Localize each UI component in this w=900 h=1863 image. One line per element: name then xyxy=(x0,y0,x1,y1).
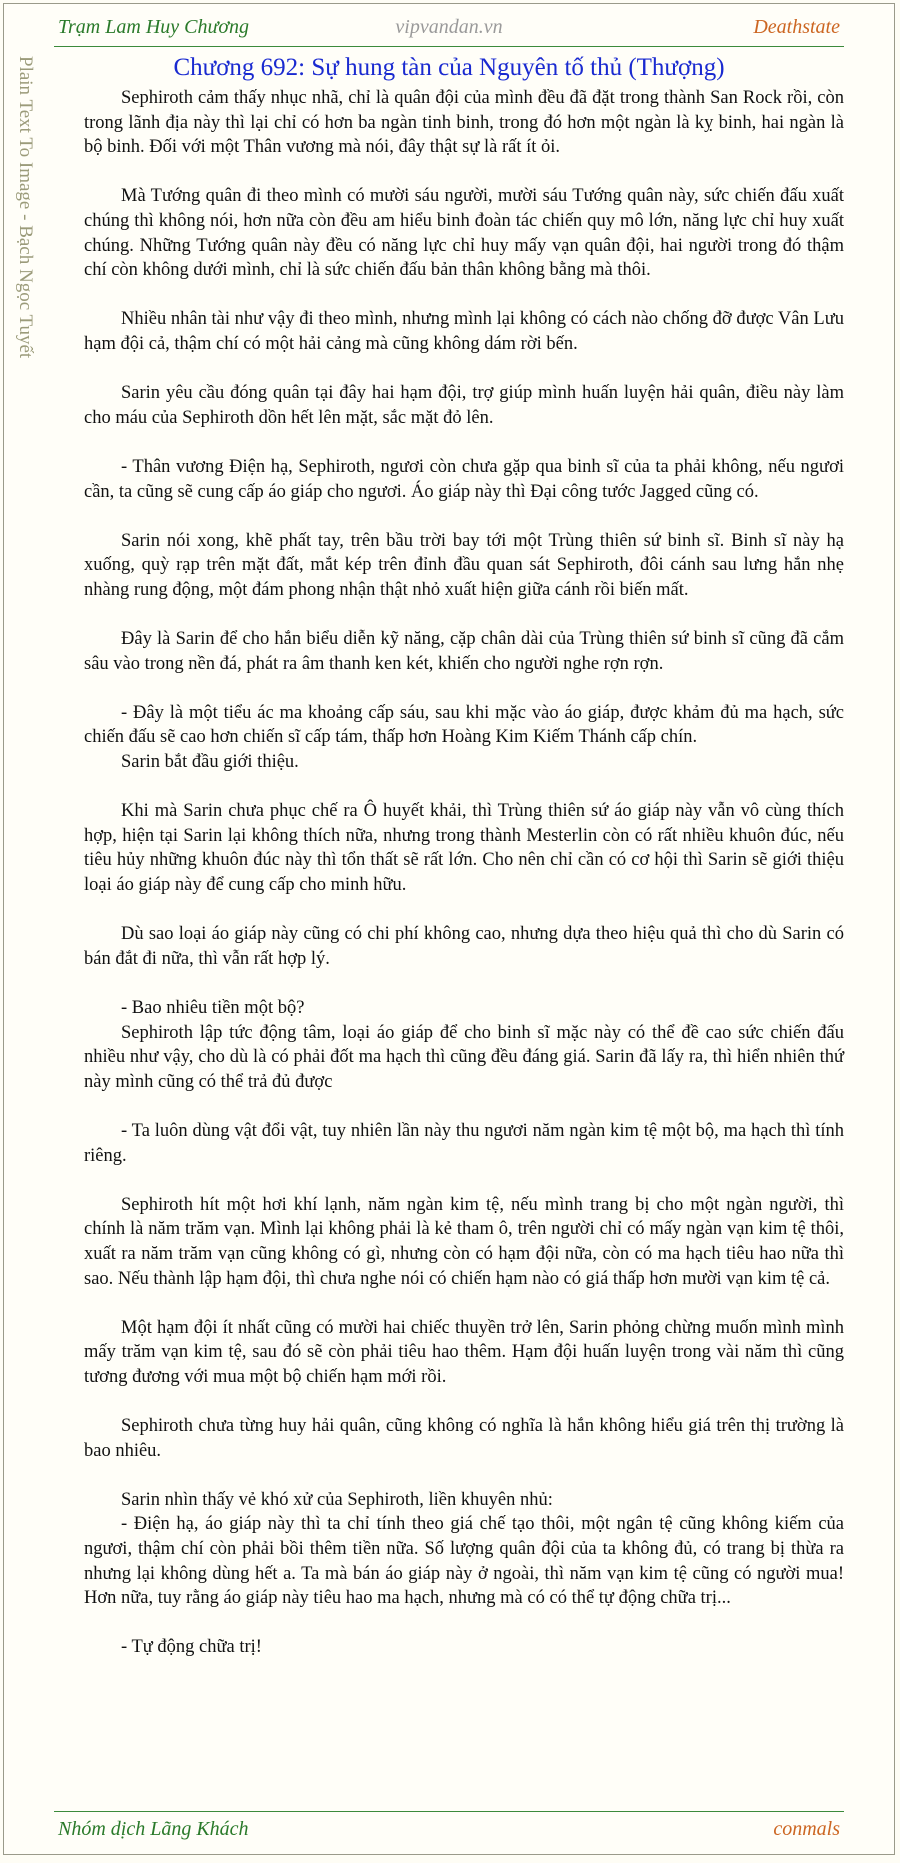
paragraph: - Đây là một tiểu ác ma khoảng cấp sáu, sau khi mặc vào áo giáp, được khảm đủ ma hạch, sức chiến đấu sẽ cao hơn chiến sĩ cấp tám, thấp hơn Hoàng Kim Kiếm Thánh cấp chín. xyxy=(84,702,844,748)
paragraph: Mà Tướng quân đi theo mình có mười sáu người, mười sáu Tướng quân này, sức chiến đấu xuất chúng thì không nói, hơn nữa còn đều am hiểu binh đoàn tác chiến quy mô lớn, năng lực chỉ huy xuất chúng. Những Tướng quân này đều có năng lực chỉ huy mấy vạn quân đội, hai người trong đó thậm chí còn không dưới mình, chỉ là sức chiến đấu bản thân không bằng mà thôi. xyxy=(84,186,844,281)
paragraph: Sarin nói xong, khẽ phất tay, trên bầu trời bay tới một Trùng thiên sứ binh sĩ. Binh sĩ này hạ xuống, quỳ rạp trên mặt đất, mắt kép trên đỉnh đầu quan sát Sephiroth, đôi cánh sau lưng hắn nhẹ nhàng rung động, một đám phong nhận thật nhỏ xuất hiện giữa cánh rồi biến mất. xyxy=(84,530,844,600)
page-footer xyxy=(54,1811,844,1846)
page-header xyxy=(54,12,844,47)
header-right-text: Deathstate xyxy=(753,16,840,38)
chapter-title: Chương 692: Sự hung tàn của Nguyên tố thủ (Thượng) xyxy=(173,54,725,81)
side-watermark: Plain Text To Image - Bạch Ngọc Tuyết xyxy=(15,56,36,359)
paragraph: - Tự động chữa trị! xyxy=(84,1637,262,1658)
chapter-body xyxy=(84,86,844,1685)
footer-translator-group: Nhóm dịch Lãng Khách xyxy=(58,1818,249,1840)
header-left-text: Trạm Lam Huy Chương xyxy=(58,16,250,38)
paragraph: Sephiroth cảm thấy nhục nhã, chỉ là quân đội của mình đều đã đặt trong thành San Rock rồi, còn trong lãnh địa này thì lại chỉ có hơn ba ngàn tinh binh, trong đó hơn một ngàn là kỵ binh, hai ngàn là bộ binh. Đối với một Thân vương mà nói, đây thật sự là rất ít ỏi. xyxy=(84,88,844,158)
paragraph: Sarin bắt đầu giới thiệu. xyxy=(84,752,299,773)
paragraph: Sarin nhìn thấy vẻ khó xử của Sephiroth, liền khuyên nhủ: xyxy=(84,1489,553,1510)
header-site-name: vipvandan.vn xyxy=(395,16,503,38)
page xyxy=(3,3,895,1855)
paragraph: Khi mà Sarin chưa phục chế ra Ô huyết khải, thì Trùng thiên sứ áo giáp này vẫn vô cùng thích hợp, hiện tại Sarin lại không thích nữa, nhưng trong thành Mesterlin còn có rất nhiều khuôn đúc, nếu tiêu hủy những khuôn đúc này thì tổn thất sẽ rất lớn. Cho nên chỉ cần có cơ hội thì Sarin sẽ giới thiệu loại áo giáp này để cung cấp cho minh hữu. xyxy=(84,801,844,895)
paragraph: Nhiều nhân tài như vậy đi theo mình, nhưng mình lại không có cách nào chống đỡ được Vân Lưu hạm đội cả, thậm chí có một hải cảng mà cũng không dám rời bến. xyxy=(84,309,844,354)
paragraph: Sarin yêu cầu đóng quân tại đây hai hạm đội, trợ giúp mình huấn luyện hải quân, điều này làm cho máu của Sephiroth dồn hết lên mặt, sắc mặt đỏ lên. xyxy=(84,383,844,428)
paragraph: Sephiroth lập tức động tâm, loại áo giáp để cho binh sĩ mặc này có thể đề cao sức chiến đấu nhiều như vậy, cho dù là có phải đốt ma hạch thì cũng đều đáng giá. Sarin đã lấy ra, thì hiển nhiên thứ này mình cũng có thể trả đủ được xyxy=(84,1022,844,1092)
paragraph: Sephiroth hít một hơi khí lạnh, năm ngàn kim tệ, nếu mình trang bị cho một ngàn người, thì chính là năm trăm vạn. Mình lại không phải là kẻ tham ô, trên người chỉ có mấy ngàn vạn kim tệ thôi, xuất ra năm trăm vạn cũng không có gì, nhưng còn có hạm đội nữa, còn có ma hạch tiêu hao nữa thì sao. Nếu thành lập hạm đội, thì chưa nghe nói có chiến hạm nào có giá thấp hơn mười vạn kim tệ cả. xyxy=(84,1194,844,1289)
paragraph: - Điện hạ, áo giáp này thì ta chỉ tính theo giá chế tạo thôi, một ngân tệ cũng không kiếm của ngươi, thậm chí còn phải bồi thêm tiền nữa. Số lượng quân đội của ta không đủ, có trang bị thừa ra nhưng lại không dùng hết a. Ta mà bán áo giáp này ở ngoài, thì năm vạn kim tệ cũng có người mua! Hơn nữa, tuy rằng áo giáp này tiêu hao ma hạch, nhưng mà có có thể tự động chữa trị... xyxy=(84,1514,844,1609)
paragraph: - Bao nhiêu tiền một bộ? xyxy=(84,997,305,1018)
paragraph: Một hạm đội ít nhất cũng có mười hai chiếc thuyền trở lên, Sarin phỏng chừng muốn mình mình mấy trăm vạn kim tệ, sau đó sẽ còn phải tiêu hao thêm. Hạm đội huấn luyện trong vài năm thì cũng tương đương với mua một bộ chiến hạm mới rồi. xyxy=(84,1317,844,1387)
paragraph: Đây là Sarin để cho hắn biểu diễn kỹ năng, cặp chân dài của Trùng thiên sứ binh sĩ cũng đã cắm sâu vào trong nền đá, phát ra âm thanh ken két, khiến cho người nghe rợn rợn. xyxy=(84,629,844,674)
paragraph: Sephiroth chưa từng huy hải quân, cũng không có nghĩa là hắn không hiểu giá trên thị trường là bao nhiêu. xyxy=(84,1416,844,1461)
paragraph: Dù sao loại áo giáp này cũng có chi phí không cao, nhưng dựa theo hiệu quả thì cho dù Sarin có bán đắt đi nữa, thì vẫn rất hợp lý. xyxy=(84,924,844,969)
footer-editor: conmals xyxy=(773,1818,840,1840)
paragraph: - Thân vương Điện hạ, Sephiroth, ngươi còn chưa gặp qua binh sĩ của ta phải không, nếu ngươi cần, ta cũng sẽ cung cấp áo giáp cho ngươi. Áo giáp này thì Đại công tước Jagged cũng có. xyxy=(84,456,844,502)
paragraph: - Ta luôn dùng vật đổi vật, tuy nhiên lần này thu ngươi năm ngàn kim tệ một bộ, ma hạch thì tính riêng. xyxy=(84,1120,844,1166)
